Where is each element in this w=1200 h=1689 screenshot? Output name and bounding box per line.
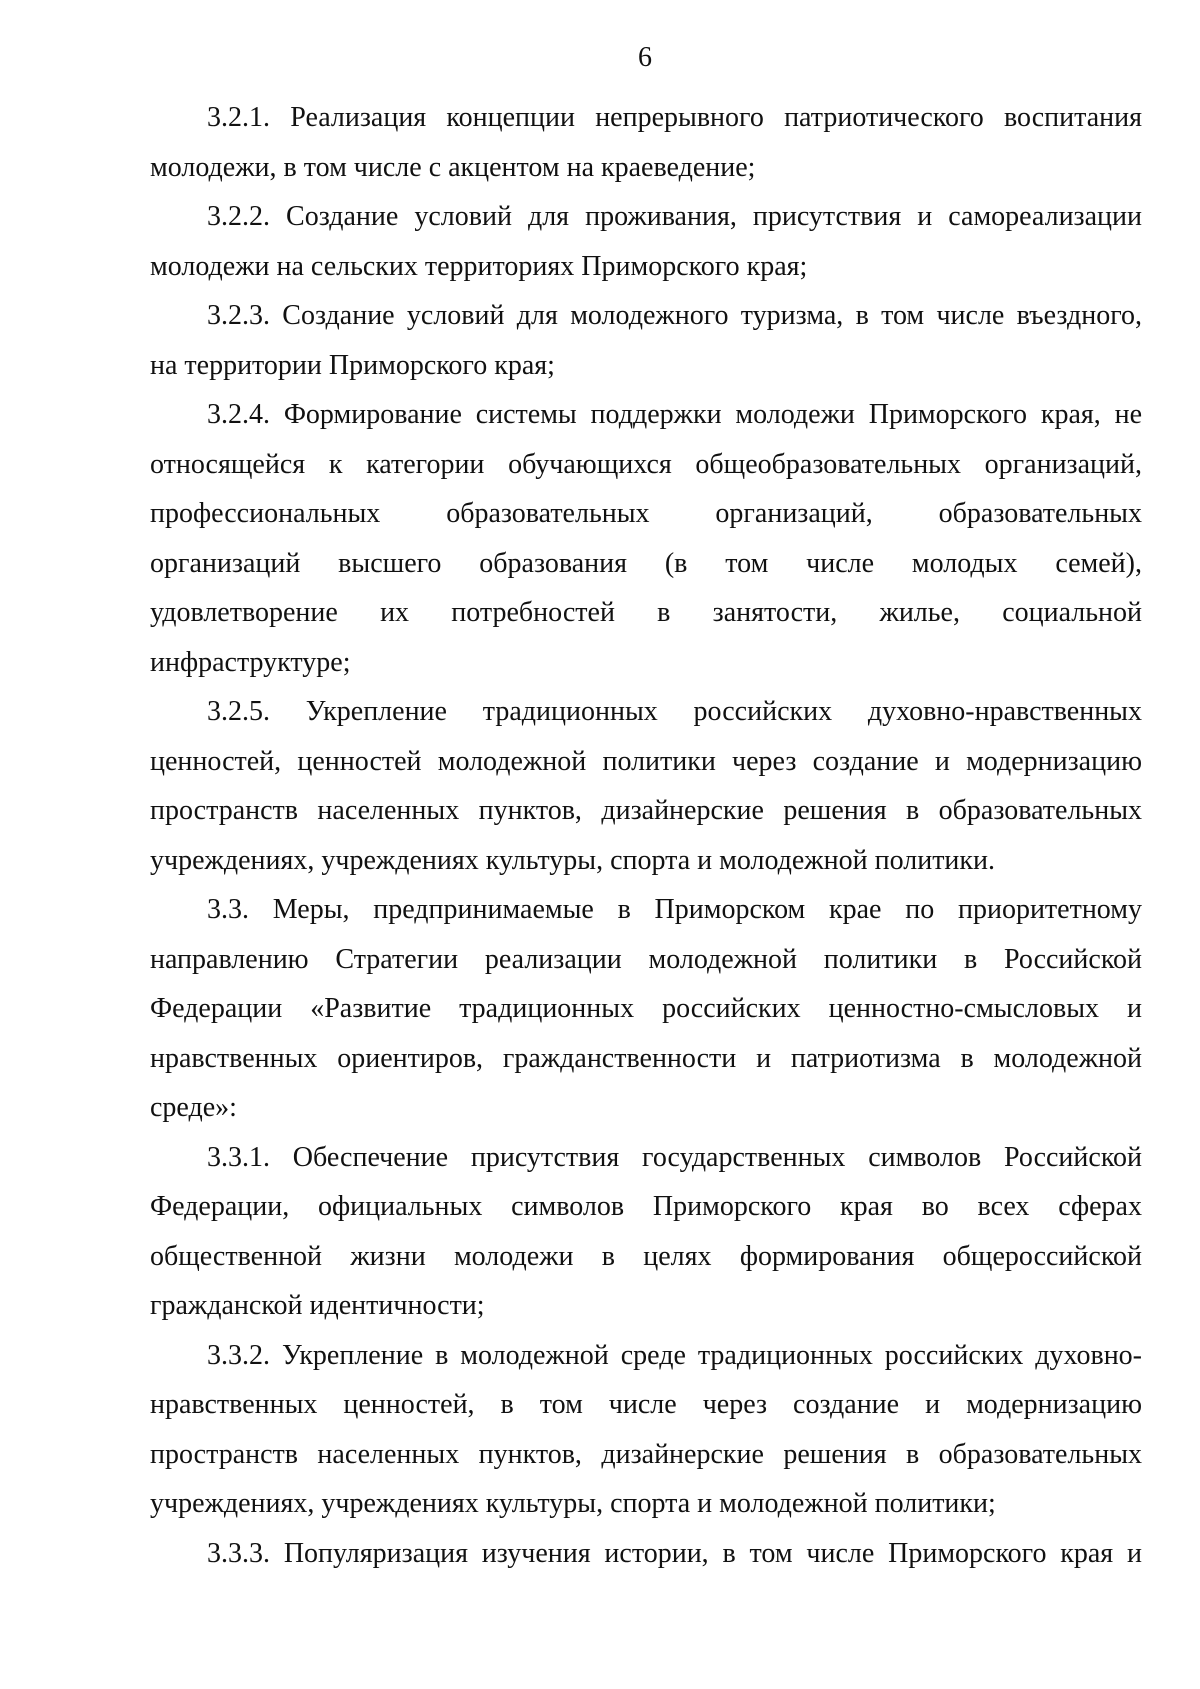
page-number: 6 xyxy=(638,42,652,73)
text-line: 3.2.3. Создание условий для молодежного туризма, в том числе въездного, xyxy=(207,300,1142,331)
text-line: 3.3.3. Популяризация изучения истории, в том числе Приморского края и xyxy=(207,1537,1142,1569)
paragraph-3-2-5 xyxy=(150,687,1142,885)
paragraph-3-3 xyxy=(150,885,1142,1133)
text-line: организаций высшего образования (в том числе молодых семей), xyxy=(150,547,1142,579)
paragraph-3-2-2 xyxy=(150,192,1142,291)
text-line: учреждениях, учреждениях культуры, спорта и молодежной политики; xyxy=(150,1488,996,1519)
text-line: Федерации, официальных символов Приморского края во всех сферах xyxy=(150,1191,1142,1222)
text-line: инфраструктуре; xyxy=(150,646,351,678)
document-body xyxy=(150,93,1142,1578)
text-line: направлению Стратегии реализации молодежной политики в Российской xyxy=(150,943,1142,975)
text-line: 3.3.1. Обеспечение присутствия государственных символов Российской xyxy=(207,1141,1142,1173)
text-line: 3.2.4. Формирование системы поддержки молодежи Приморского края, не xyxy=(207,399,1142,430)
text-line: гражданской идентичности; xyxy=(150,1290,485,1321)
text-line: нравственных ориентиров, гражданственности и патриотизма в молодежной xyxy=(150,1042,1142,1074)
text-line: 3.3.2. Укрепление в молодежной среде традиционных российских духовно- xyxy=(207,1339,1142,1371)
paragraph-3-3-2 xyxy=(150,1331,1142,1529)
text-line: 3.3. Меры, предпринимаемые в Приморском крае по приоритетному xyxy=(207,894,1142,925)
text-line: 3.2.5. Укрепление традиционных российских духовно-нравственных xyxy=(207,696,1142,727)
text-line: 3.2.2. Создание условий для проживания, присутствия и самореализации xyxy=(207,201,1142,232)
text-line: пространств населенных пунктов, дизайнерские решения в образовательных xyxy=(150,795,1142,826)
paragraph-3-3-1 xyxy=(150,1133,1142,1331)
text-line: молодежи на сельских территориях Приморского края; xyxy=(150,250,808,282)
text-line: молодежи, в том числе с акцентом на краеведение; xyxy=(150,151,756,183)
text-line: Федерации «Развитие традиционных российских ценностно-смысловых и xyxy=(150,993,1142,1024)
text-line: общественной жизни молодежи в целях формирования общероссийской xyxy=(150,1240,1142,1272)
paragraph-3-2-1 xyxy=(150,93,1142,192)
text-line: относящейся к категории обучающихся общеобразовательных организаций, xyxy=(150,448,1142,480)
paragraph-3-2-3 xyxy=(150,291,1142,390)
text-line: 3.2.1. Реализация концепции непрерывного патриотического воспитания xyxy=(207,102,1142,133)
paragraph-3-2-4 xyxy=(150,390,1142,687)
paragraph-3-3-3 xyxy=(150,1529,1142,1579)
text-line: пространств населенных пунктов, дизайнерские решения в образовательных xyxy=(150,1438,1142,1470)
text-line: профессиональных образовательных организаций, образовательных xyxy=(150,498,1142,529)
text-line: удовлетворение их потребностей в занятости, жилье, социальной xyxy=(150,597,1142,628)
text-line: на территории Приморского края; xyxy=(150,349,555,381)
text-line: учреждениях, учреждениях культуры, спорта и молодежной политики. xyxy=(150,844,996,876)
text-line: среде»: xyxy=(150,1092,237,1123)
text-line: нравственных ценностей, в том числе через создание и модернизацию xyxy=(150,1389,1142,1420)
text-line: ценностей, ценностей молодежной политики через создание и модернизацию xyxy=(150,745,1142,777)
